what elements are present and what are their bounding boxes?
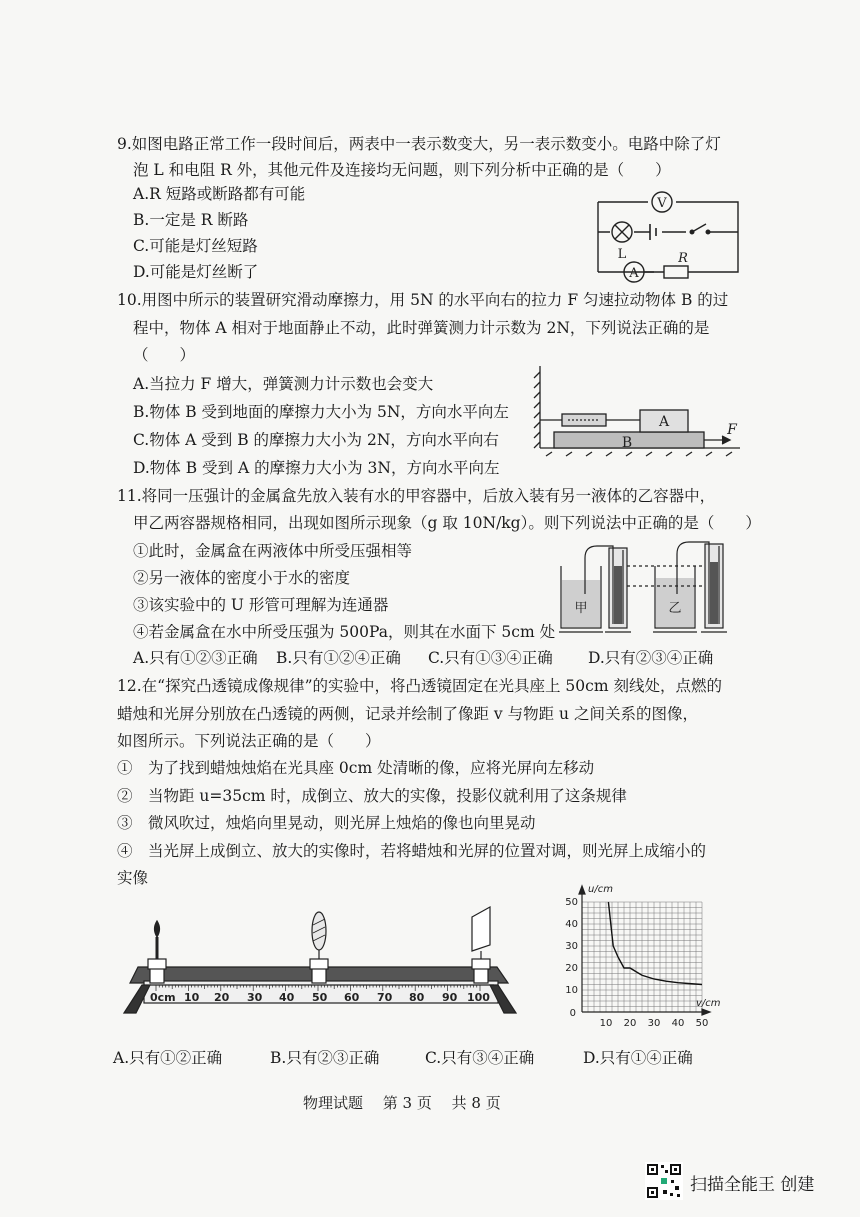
q11-option-b: B.只有①②④正确: [276, 649, 401, 667]
q9-option-d: D.可能是灯丝断了: [133, 263, 259, 281]
q11-statement-3: ③该实验中的 U 形管可理解为连通器: [133, 596, 389, 614]
q9-stem-line1: 9.如图电路正常工作一段时间后，两表中一表示数变大，另一表示数变小。电路中除了灯: [117, 135, 721, 153]
q10-option-a: A.当拉力 F 增大，弹簧测力计示数也会变大: [133, 375, 434, 393]
q9-option-c: C.可能是灯丝短路: [133, 237, 258, 255]
scanner-watermark: 扫描全能王 创建: [690, 1175, 815, 1195]
bench-tick-100: 100: [467, 991, 490, 1004]
q9-option-b: B.一定是 R 断路: [133, 211, 249, 229]
friction-apparatus-diagram: [532, 358, 742, 456]
chart-y-tick-label: 50: [565, 897, 578, 908]
q12-option-b: B.只有②③正确: [270, 1049, 380, 1067]
q12-option-a: A.只有①②正确: [113, 1049, 223, 1067]
q12-statement-1: ① 为了找到蜡烛烛焰在光具座 0cm 处清晰的像，应将光屏向左移动: [117, 759, 595, 777]
q12-statement-4-cont: 实像: [117, 869, 149, 887]
q12-option-c: C.只有③④正确: [425, 1049, 535, 1067]
lamp-label: L: [617, 247, 627, 262]
q10-option-d: D.物体 B 受到 A 的摩擦力大小为 3N，方向水平向左: [133, 459, 500, 477]
bench-tick-80: 80: [409, 991, 425, 1004]
chart-y-tick-label: 20: [565, 963, 578, 974]
q10-option-c: C.物体 A 受到 B 的摩擦力大小为 2N，方向水平向右: [133, 431, 499, 449]
q9-stem-line2: 泡 L 和电阻 R 外，其他元件及连接均无问题，则下列分析中正确的是（ ）: [133, 161, 671, 179]
chart-x-tick-label: 50: [695, 1018, 709, 1029]
force-label: F: [727, 422, 737, 438]
q11-option-a: A.只有①②③正确: [133, 649, 258, 667]
chart-y-tick-label: 30: [565, 941, 578, 952]
circuit-diagram: [588, 182, 748, 282]
block-b-label: B: [621, 435, 633, 451]
chart-x-tick-label: 40: [671, 1018, 685, 1029]
uv-chart: [548, 880, 721, 1032]
optical-bench-diagram: [122, 905, 517, 1017]
q11-option-c: C.只有①③④正确: [428, 649, 553, 667]
q10-stem-line1: 10.用图中所示的装置研究滑动摩擦力，用 5N 的水平向右的拉力 F 匀速拉动物体 B 的过: [117, 291, 729, 309]
resistor-label: R: [678, 251, 688, 266]
bench-tick-20: 20: [214, 991, 230, 1004]
chart-xlabel: v/cm: [696, 998, 721, 1009]
q12-stem-line2: 蜡烛和光屏分别放在凸透镜的两侧，记录并绘制了像距 v 与物距 u 之间关系的图像，: [117, 705, 698, 723]
chart-series-line: [608, 902, 702, 985]
container-yi-label: 乙: [668, 601, 682, 616]
bench-tick-90: 90: [442, 991, 458, 1004]
q11-statement-2: ②另一液体的密度小于水的密度: [133, 569, 351, 587]
q12-stem-line1: 12.在“探究凸透镜成像规律”的实验中，将凸透镜固定在光具座上 50cm 刻线处，点燃的: [117, 677, 722, 695]
chart-x-tick-label: 10: [599, 1018, 613, 1029]
q10-stem-line3: （ ）: [133, 346, 196, 364]
q12-statement-2: ② 当物距 u=35cm 时，成倒立、放大的实像，投影仪就利用了这条规律: [117, 787, 627, 805]
qr-code-icon: [645, 1162, 683, 1200]
bench-tick-30: 30: [247, 991, 263, 1004]
chart-x-tick-label: 30: [647, 1018, 661, 1029]
q11-statement-4: ④若金属盒在水中所受压强为 500Pa，则其在水面下 5cm 处: [133, 623, 556, 641]
page-footer: 物理试题 第 3 页 共 8 页: [303, 1094, 501, 1112]
q9-option-a: A.R 短路或断路都有可能: [133, 185, 306, 203]
q11-stem-line1: 11.将同一压强计的金属盒先放入装有水的甲容器中，后放入装有另一液体的乙容器中，: [117, 487, 716, 505]
chart-ylabel: u/cm: [588, 884, 613, 895]
bench-tick-10: 10: [184, 991, 200, 1004]
bench-tick-0: 0cm: [150, 991, 176, 1004]
voltmeter-label: V: [657, 196, 667, 211]
q10-stem-line2: 程中，物体 A 相对于地面静止不动，此时弹簧测力计示数为 2N，下列说法正确的是: [133, 319, 710, 337]
q10-option-b: B.物体 B 受到地面的摩擦力大小为 5N，方向水平向左: [133, 403, 509, 421]
chart-x-tick-label: 20: [623, 1018, 637, 1029]
q12-statement-4: ④ 当光屏上成倒立、放大的实像时，若将蜡烛和光屏的位置对调，则光屏上成缩小的: [117, 842, 707, 860]
q11-option-d: D.只有②③④正确: [588, 649, 714, 667]
chart-y-tick-label: 10: [565, 985, 578, 996]
block-a-label: A: [658, 414, 670, 430]
q11-stem-line2: 甲乙两容器规格相同，出现如图所示现象（g 取 10N/kg）。则下列说法中正确的是（ ）: [133, 514, 761, 532]
bench-tick-50: 50: [312, 991, 328, 1004]
pressure-gauge-diagram: [555, 536, 735, 636]
bench-tick-40: 40: [279, 991, 295, 1004]
chart-y-tick-label: 40: [565, 919, 578, 930]
q12-stem-line3: 如图所示。下列说法正确的是（ ）: [117, 732, 381, 750]
q12-option-d: D.只有①④正确: [583, 1049, 693, 1067]
bench-tick-60: 60: [344, 991, 360, 1004]
ammeter-label: A: [629, 266, 639, 281]
chart-origin-label: 0: [569, 1008, 576, 1019]
bench-tick-70: 70: [377, 991, 393, 1004]
q12-statement-3: ③ 微风吹过，烛焰向里晃动，则光屏上烛焰的像也向里晃动: [117, 814, 536, 832]
container-jia-label: 甲: [574, 601, 588, 616]
q11-statement-1: ①此时，金属盒在两液体中所受压强相等: [133, 542, 413, 560]
